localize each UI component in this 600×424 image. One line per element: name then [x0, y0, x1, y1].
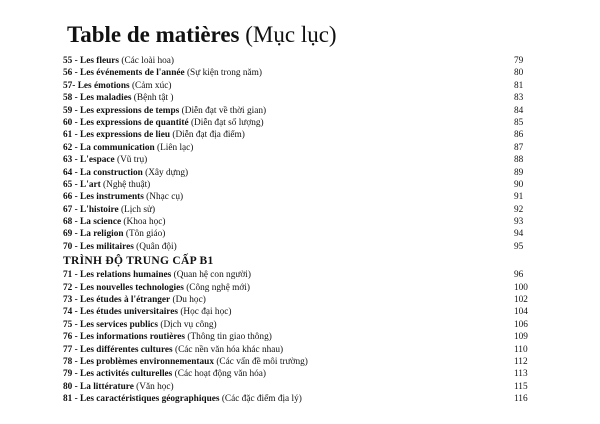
toc-entry	[63, 241, 543, 253]
entry-vietnamese-title: (Diễn đạt về thời gian)	[181, 105, 267, 116]
entry-page-number: 102	[514, 295, 528, 306]
entry-french-title: 61 - Les expressions de lieu	[63, 130, 171, 141]
entry-page-number: 81	[514, 80, 524, 91]
toc-entry	[63, 216, 543, 228]
entry-french-title: 71 - Les relations humaines	[63, 270, 172, 281]
entry-page-number: 83	[514, 93, 524, 104]
title-vietnamese: (Mục lục)	[245, 22, 337, 47]
entry-french-title: 66 - Les instruments	[63, 192, 144, 203]
table-of-contents	[63, 55, 543, 406]
entry-vietnamese-title: (Lịch sử)	[120, 204, 156, 215]
toc-entry	[63, 344, 543, 356]
entry-french-title: 73 - Les études à l'étranger	[63, 295, 171, 306]
toc-entry	[63, 80, 543, 92]
toc-entry	[63, 142, 543, 154]
entry-page-number: 106	[514, 319, 528, 330]
entry-french-title: 77 - Les différentes cultures	[63, 344, 173, 355]
entry-page-number: 90	[514, 179, 524, 190]
entry-page-number: 87	[514, 142, 524, 153]
entry-vietnamese-title: (Sự kiện trong năm)	[186, 68, 262, 79]
entry-vietnamese-title: (Nhạc cụ)	[146, 192, 184, 203]
toc-entry	[63, 319, 543, 331]
toc-group-a2	[63, 55, 543, 253]
toc-entry	[63, 356, 543, 368]
entry-french-title: 57- Les émotions	[63, 80, 130, 91]
entry-french-title: 62 - La communication	[63, 142, 155, 153]
entry-french-title: 80 - La littérature	[63, 381, 134, 392]
toc-entry	[63, 129, 543, 141]
toc-entry	[63, 228, 543, 240]
toc-entry	[63, 191, 543, 203]
toc-entry	[63, 381, 543, 393]
entry-vietnamese-title: (Diễn đạt địa điểm)	[172, 130, 245, 141]
entry-vietnamese-title: (Các vấn đề môi trường)	[216, 356, 308, 367]
entry-vietnamese-title: (Học đại học)	[180, 307, 232, 318]
toc-entry	[63, 331, 543, 343]
entry-vietnamese-title: (Các loài hoa)	[121, 56, 175, 66]
entry-french-title: 56 - Les événements de l'année	[63, 68, 185, 79]
entry-french-title: 70 - Les militaires	[63, 241, 134, 252]
entry-french-title: 75 - Les services publics	[63, 319, 159, 330]
entry-vietnamese-title: (Khoa học)	[123, 217, 166, 228]
entry-french-title: 72 - Les nouvelles technologies	[63, 282, 184, 293]
toc-entry	[63, 117, 543, 129]
entry-vietnamese-title: (Xây dựng)	[145, 167, 189, 178]
toc-entry	[63, 55, 543, 67]
entry-vietnamese-title: (Các hoạt động văn hóa)	[174, 369, 267, 380]
entry-french-title: 60 - Les expressions de quantité	[63, 117, 189, 128]
entry-vietnamese-title: (Nghệ thuật)	[103, 179, 151, 190]
entry-page-number: 113	[514, 369, 528, 380]
entry-page-number: 109	[514, 332, 528, 343]
entry-page-number: 79	[514, 56, 524, 66]
entry-vietnamese-title: (Công nghệ mới)	[186, 282, 250, 293]
toc-entry	[63, 204, 543, 216]
entry-french-title: 59 - Les expressions de temps	[63, 105, 180, 116]
toc-entry	[63, 92, 543, 104]
entry-vietnamese-title: (Dịch vụ công)	[160, 319, 217, 330]
entry-page-number: 110	[514, 344, 528, 355]
entry-french-title: 68 - La science	[63, 217, 122, 228]
toc-entry	[63, 67, 543, 79]
entry-vietnamese-title: (Liên lạc)	[157, 142, 194, 153]
entry-vietnamese-title: (Các nền văn hóa khác nhau)	[174, 344, 284, 355]
entry-french-title: 63 - L'espace	[63, 155, 115, 166]
toc-entry	[63, 179, 543, 191]
entry-french-title: 81 - Les caractéristiques géographiques	[63, 394, 220, 405]
toc-entry	[63, 167, 543, 179]
entry-french-title: 64 - La construction	[63, 167, 143, 178]
entry-vietnamese-title: (Quân đội)	[136, 241, 177, 252]
entry-french-title: 65 - L'art	[63, 179, 101, 190]
entry-page-number: 92	[514, 204, 524, 215]
entry-page-number: 116	[514, 394, 528, 405]
entry-french-title: 69 - La religion	[63, 229, 124, 240]
toc-entry	[63, 282, 543, 294]
entry-page-number: 80	[514, 68, 524, 79]
entry-vietnamese-title: (Bệnh tật )	[133, 93, 174, 104]
entry-page-number: 104	[514, 307, 528, 318]
toc-entry	[63, 393, 543, 405]
entry-page-number: 89	[514, 167, 524, 178]
entry-page-number: 112	[514, 356, 528, 367]
entry-page-number: 95	[514, 241, 524, 252]
entry-vietnamese-title: (Diễn đạt số lượng)	[190, 117, 264, 128]
entry-page-number: 93	[514, 217, 524, 228]
entry-page-number: 94	[514, 229, 524, 240]
entry-french-title: 79 - Les activités culturelles	[63, 369, 173, 380]
entry-vietnamese-title: (Du học)	[172, 295, 206, 306]
entry-page-number: 85	[514, 117, 524, 128]
entry-page-number: 96	[514, 270, 524, 281]
entry-vietnamese-title: (Văn học)	[136, 381, 174, 392]
toc-group-b1	[63, 269, 543, 405]
toc-entry	[63, 105, 543, 117]
entry-page-number: 115	[514, 381, 528, 392]
entry-page-number: 100	[514, 282, 528, 293]
toc-entry	[63, 294, 543, 306]
entry-french-title: 58 - Les maladies	[63, 93, 132, 104]
entry-vietnamese-title: (Cảm xúc)	[131, 80, 172, 91]
entry-vietnamese-title: (Quan hệ con người)	[173, 270, 251, 281]
entry-french-title: 74 - Les études universitaires	[63, 307, 178, 318]
page-title	[67, 20, 337, 50]
entry-page-number: 88	[514, 155, 524, 166]
entry-french-title: 55 - Les fleurs	[63, 56, 120, 66]
entry-vietnamese-title: (Tôn giáo)	[125, 229, 166, 240]
title-french: Table de matières	[67, 22, 240, 47]
toc-entry	[63, 269, 543, 281]
entry-page-number: 91	[514, 192, 524, 203]
entry-french-title: 78 - Les problèmes environnementaux	[63, 356, 214, 367]
entry-page-number: 86	[514, 130, 524, 141]
section-heading-b1: TRÌNH ĐỘ TRUNG CẤP B1	[63, 255, 214, 268]
entry-french-title: 76 - Les informations routières	[63, 332, 186, 343]
entry-vietnamese-title: (Thông tin giao thông)	[187, 332, 272, 343]
entry-vietnamese-title: (Các đặc điểm địa lý)	[221, 394, 302, 405]
toc-entry	[63, 154, 543, 166]
entry-french-title: 67 - L'histoire	[63, 204, 119, 215]
toc-entry	[63, 368, 543, 380]
entry-page-number: 84	[514, 105, 524, 116]
entry-vietnamese-title: (Vũ trụ)	[116, 155, 148, 166]
toc-entry	[63, 306, 543, 318]
